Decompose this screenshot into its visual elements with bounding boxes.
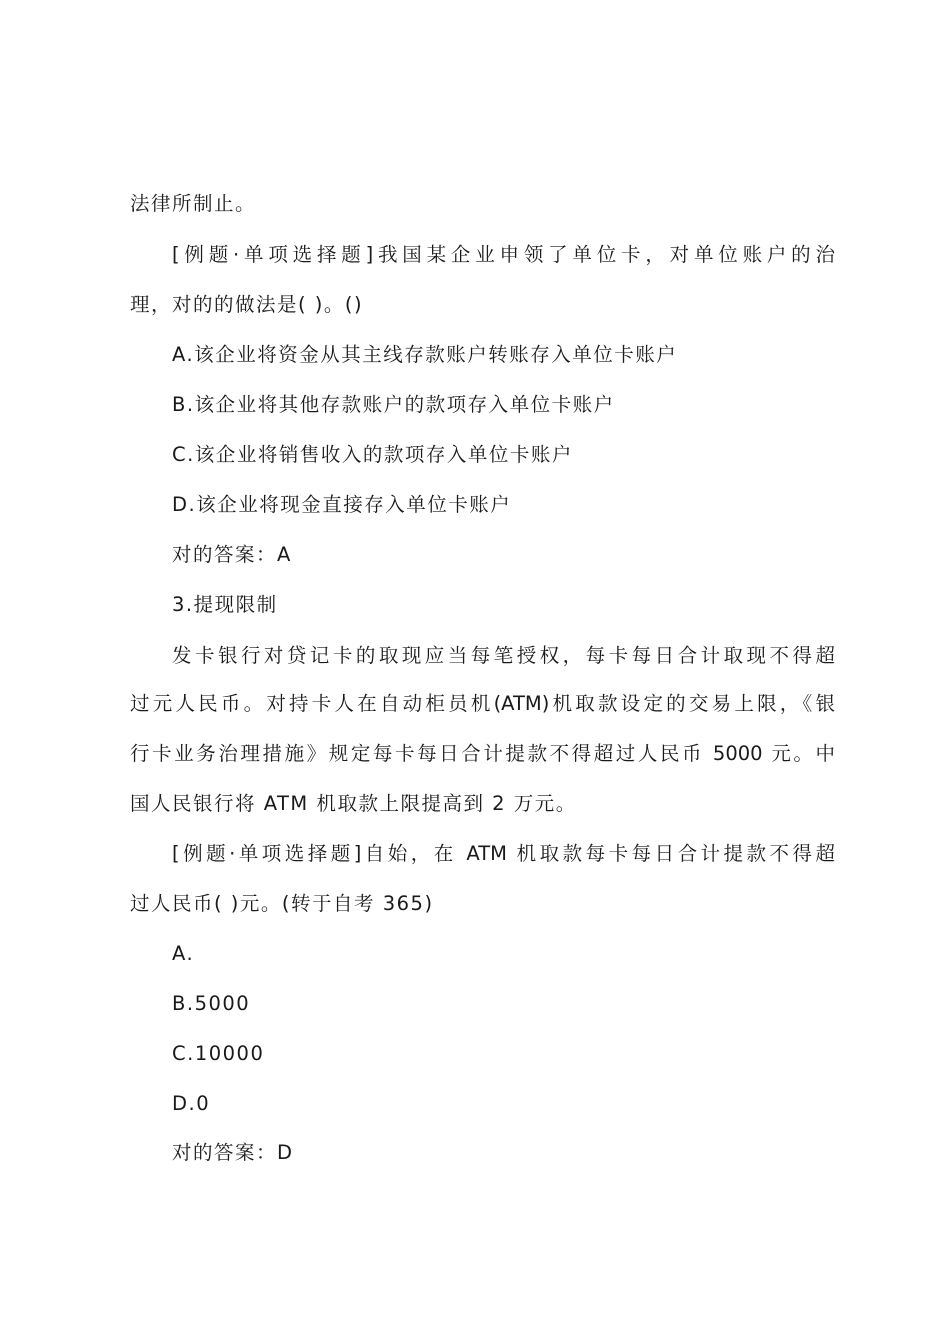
option-b: B.5000: [172, 992, 251, 1015]
paragraph-line: 行卡业务治理措施》规定每卡每日合计提款不得超过人民币 5000 元。中: [130, 742, 835, 765]
option-d: D.该企业将现金直接存入单位卡账户: [172, 493, 512, 516]
paragraph-line: 发卡银行对贷记卡的取现应当每笔授权，每卡每日合计取现不得超: [172, 644, 835, 667]
paragraph-line: 过元人民币。对持卡人在自动柜员机(ATM)机取款设定的交易上限，《银: [130, 692, 835, 715]
option-c: C.该企业将销售收入的款项存入单位卡账户: [172, 443, 573, 466]
section-heading: 3.提现限制: [172, 593, 278, 616]
question-stem-line: [例题·单项选择题]自始，在 ATM 机取款每卡每日合计提款不得超: [172, 842, 835, 865]
answer-line: 对的答案：A: [172, 543, 292, 566]
option-c: C.10000: [172, 1042, 265, 1065]
question-stem-line: [例题·单项选择题]我国某企业申领了单位卡，对单位账户的治: [172, 243, 835, 266]
option-a: A.: [172, 942, 195, 965]
question-stem-line: 过人民币( )元。(转于自考 365): [130, 892, 434, 915]
paragraph-line: 法律所制止。: [130, 192, 257, 215]
option-d: D.0: [172, 1092, 211, 1115]
option-a: A.该企业将资金从其主线存款账户转账存入单位卡账户: [172, 343, 678, 366]
answer-line: 对的答案：D: [172, 1141, 294, 1164]
question-stem-line: 理，对的的做法是( )。(): [130, 293, 364, 316]
option-b: B.该企业将其他存款账户的款项存入单位卡账户: [172, 393, 615, 416]
paragraph-line: 国人民银行将 ATM 机取款上限提高到 2 万元。: [130, 792, 577, 815]
